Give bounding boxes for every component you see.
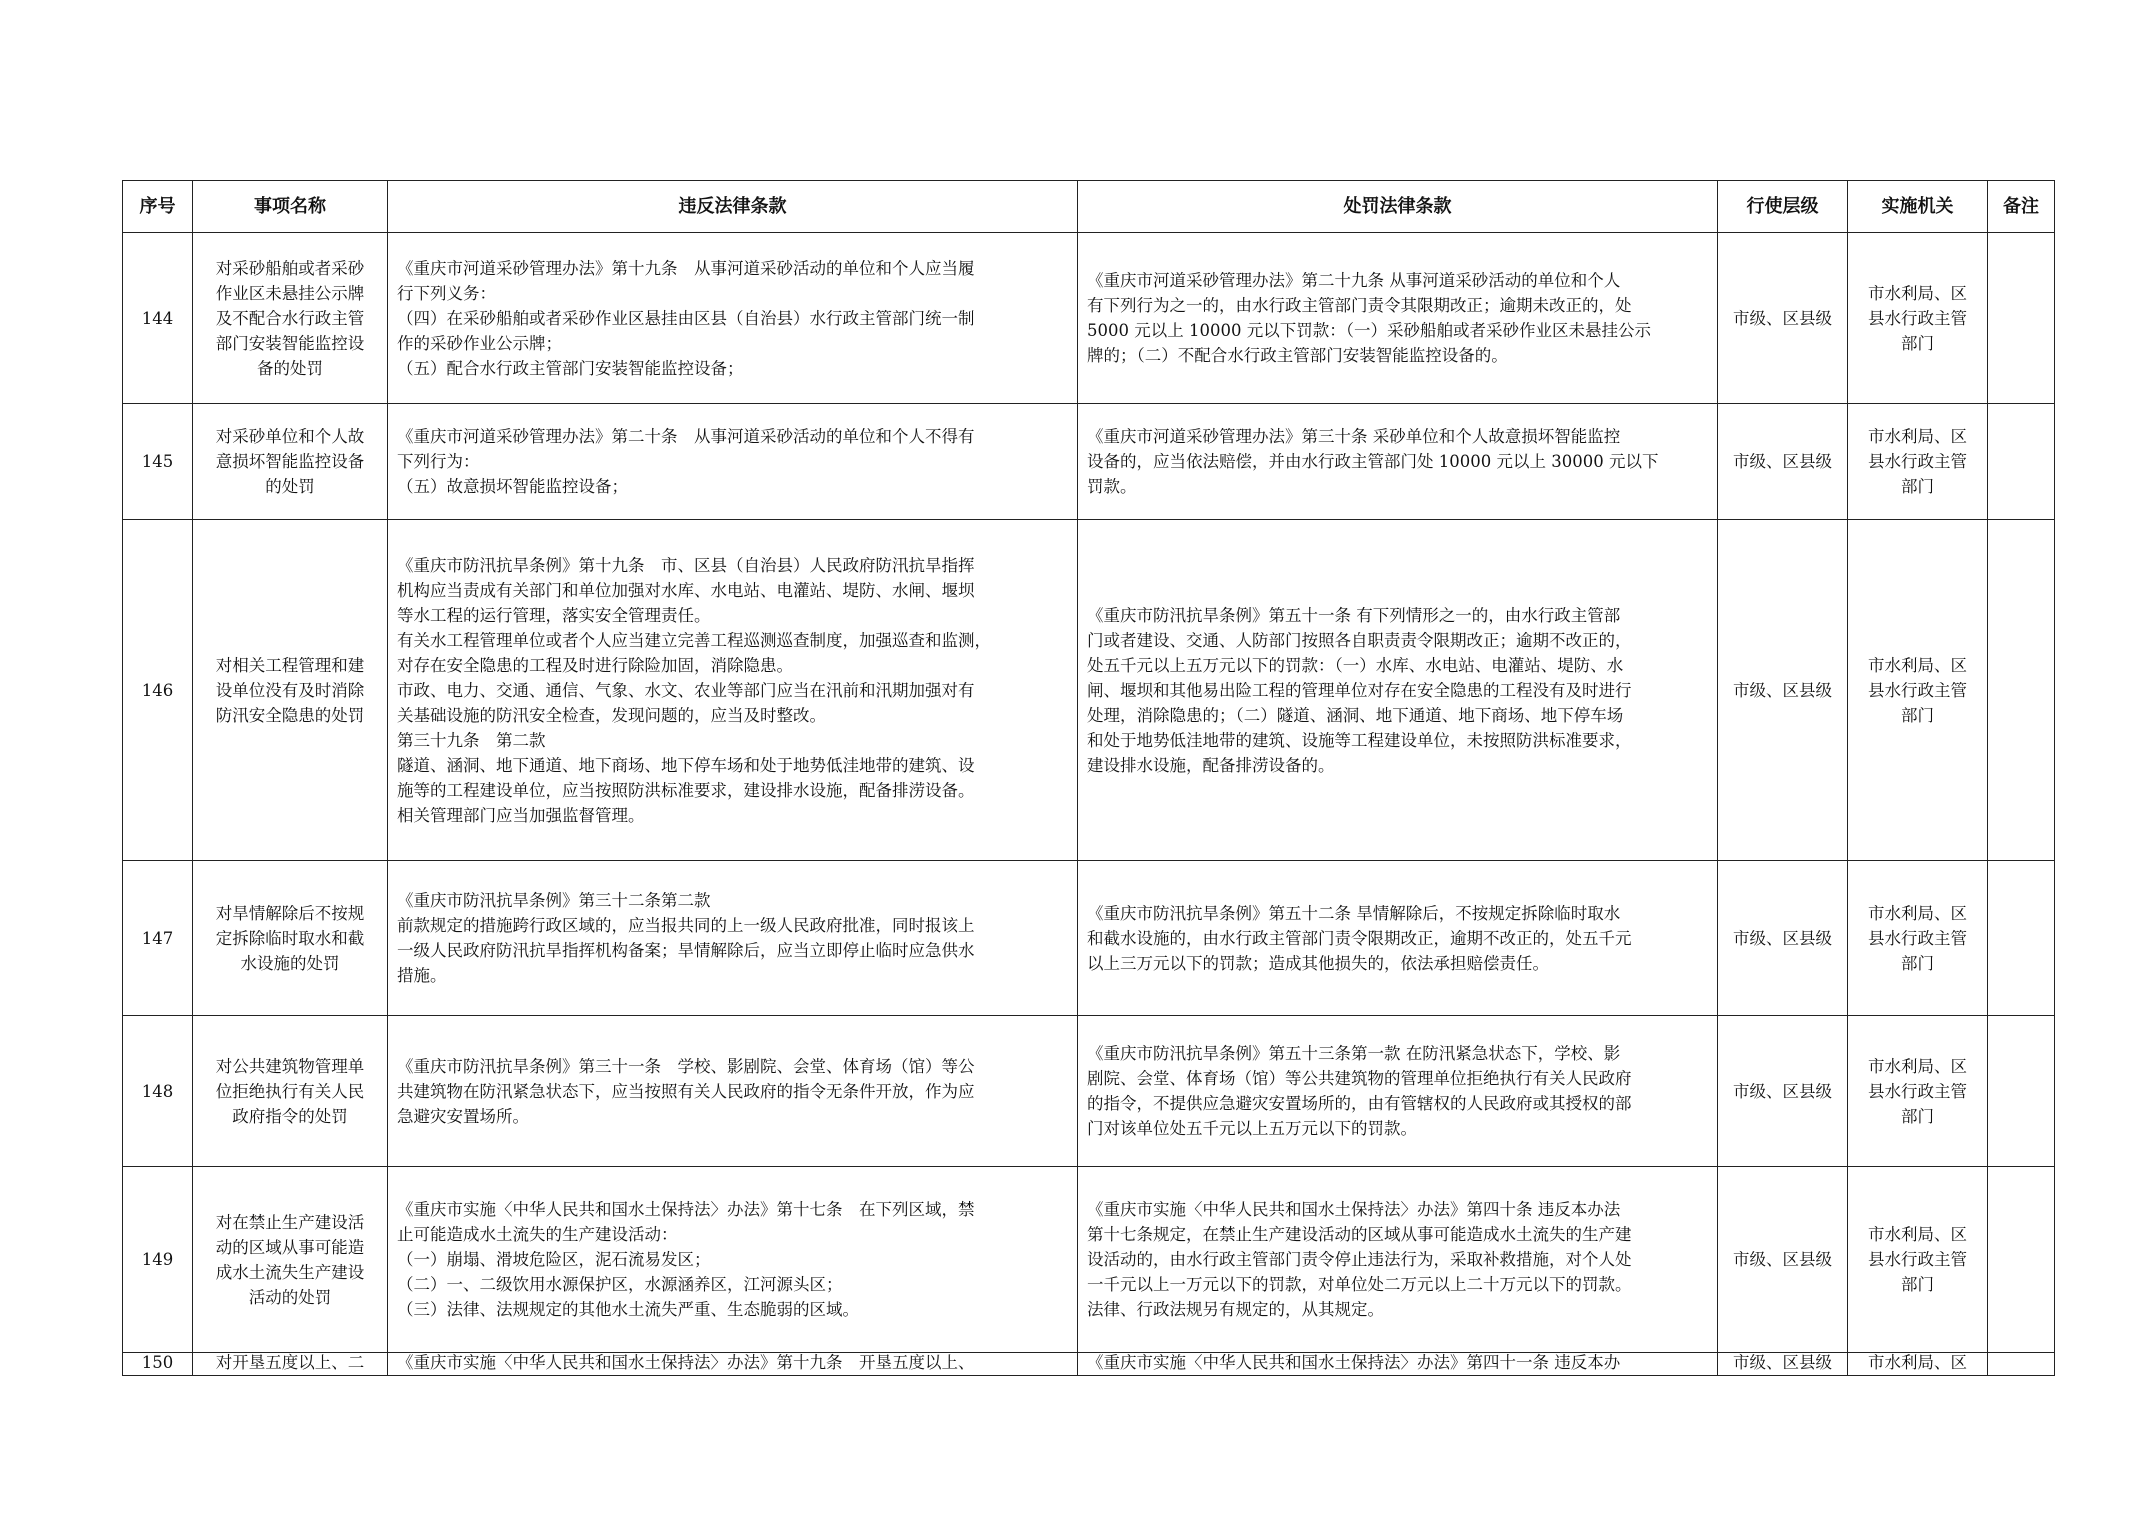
penalty-items-table: [122, 180, 2055, 1376]
cell-penalty-clause-line: 《重庆市河道采砂管理办法》第三十条 采砂单位和个人故意损坏智能监控: [1087, 427, 1621, 446]
cell-item-name-line: 防汛安全隐患的处罚: [215, 705, 365, 725]
cell-no-text: 150: [141, 1353, 174, 1372]
cell-item-name: [193, 520, 388, 861]
cell-violation-clause: [388, 233, 1078, 404]
cell-item-name-line: 对公共建筑物管理单: [215, 1056, 365, 1076]
cell-violation-clause: [388, 861, 1078, 1016]
cell-implementing-agency-line: 部门: [1901, 1106, 1934, 1126]
cell-item-name-line: 部门安装智能监控设: [215, 333, 365, 353]
cell-violation-clause-line: 下列行为：: [397, 452, 480, 471]
table-row: [123, 1016, 2055, 1167]
cell-penalty-clause-line: 建设排水设施，配备排涝设备的。: [1087, 755, 1335, 775]
header-implementing-agency: 实施机关: [1848, 181, 1988, 233]
cell-penalty-clause-line: 的指令，不提供应急避灾安置场所的，由有管辖权的人民政府或其授权的部: [1087, 1094, 1632, 1113]
cell-exercise-level: [1718, 233, 1848, 404]
cell-implementing-agency-line: 市水利局、区: [1868, 903, 1967, 923]
cell-penalty-clause-line: 牌的；（二）不配合水行政主管部门安装智能监控设备的。: [1087, 346, 1508, 365]
cell-penalty-clause-line: 以上三万元以下的罚款；造成其他损失的，依法承担赔偿责任。: [1087, 953, 1549, 973]
cell-item-name-line: 活动的处罚: [248, 1287, 332, 1307]
cell-penalty-clause-line: 设备的，应当依法赔偿，并由水行政主管部门处 10000 元以上 30000 元以下: [1087, 452, 1659, 471]
cell-violation-clause-line: 对存在安全隐患的工程及时进行除险加固，消除隐患。: [397, 655, 793, 675]
cell-no-text: 146: [141, 680, 174, 700]
cell-penalty-clause-line: 《重庆市实施〈中华人民共和国水土保持法〉办法》第四十一条 违反本办: [1087, 1353, 1621, 1372]
cell-exercise-level-text: 市级、区县级: [1733, 452, 1832, 471]
cell-implementing-agency-line: 县水行政主管: [1868, 1250, 1967, 1269]
cell-item-name: [193, 1016, 388, 1167]
cell-penalty-clause: [1078, 1353, 1718, 1376]
cell-implementing-agency: [1848, 1353, 1988, 1376]
cell-exercise-level-text: 市级、区县级: [1733, 1081, 1832, 1101]
cell-penalty-clause-line: 门或者建设、交通、人防部门按照各自职责责令限期改正；逾期不改正的，: [1087, 630, 1632, 650]
cell-penalty-clause-line: 5000 元以上 10000 元以下罚款：（一）采砂船舶或者采砂作业区未悬挂公示: [1087, 321, 1651, 340]
cell-exercise-level: [1718, 1353, 1848, 1376]
cell-penalty-clause-line: 《重庆市防汛抗旱条例》第五十三条第一款 在防汛紧急状态下，学校、影: [1087, 1044, 1621, 1063]
cell-penalty-clause: [1078, 404, 1718, 520]
cell-penalty-clause-line: 第十七条规定，在禁止生产建设活动的区域从事可能造成水土流失的生产建: [1087, 1225, 1632, 1244]
cell-implementing-agency-line: 县水行政主管: [1868, 680, 1967, 700]
cell-violation-clause-line: 关基础设施的防汛安全检查，发现问题的，应当及时整改。: [397, 705, 826, 725]
cell-violation-clause-line: 急避灾安置场所。: [397, 1106, 529, 1126]
cell-exercise-level: [1718, 861, 1848, 1016]
cell-exercise-level-text: 市级、区县级: [1733, 1353, 1832, 1372]
cell-violation-clause-line: （五）故意损坏智能监控设备；: [397, 477, 628, 496]
cell-implementing-agency-line: 市水利局、区: [1868, 655, 1967, 675]
cell-remarks: [1988, 233, 2055, 404]
cell-remarks: [1988, 1353, 2055, 1376]
cell-no: [123, 233, 193, 404]
cell-violation-clause: [388, 1353, 1078, 1376]
cell-exercise-level: [1718, 1016, 1848, 1167]
cell-implementing-agency-line: 县水行政主管: [1868, 308, 1967, 328]
cell-violation-clause: [388, 1167, 1078, 1353]
cell-no: [123, 520, 193, 861]
cell-implementing-agency: [1848, 1016, 1988, 1167]
cell-penalty-clause-line: 和截水设施的，由水行政主管部门责令限期改正，逾期不改正的，处五千元: [1087, 928, 1632, 948]
cell-exercise-level: [1718, 520, 1848, 861]
cell-remarks: [1988, 1167, 2055, 1353]
cell-penalty-clause-line: 处理，消除隐患的；（二）隧道、涵洞、地下通道、地下商场、地下停车场: [1087, 705, 1624, 725]
cell-item-name: [193, 861, 388, 1016]
cell-penalty-clause-line: 《重庆市河道采砂管理办法》第二十九条 从事河道采砂活动的单位和个人: [1087, 271, 1621, 290]
cell-violation-clause-line: 相关管理部门应当加强监督管理。: [397, 805, 645, 825]
cell-item-name-line: 备的处罚: [257, 358, 323, 378]
cell-penalty-clause: [1078, 1167, 1718, 1353]
cell-exercise-level-text: 市级、区县级: [1733, 928, 1832, 948]
header-violation-clause: 违反法律条款: [388, 181, 1078, 233]
cell-violation-clause-line: 行下列义务：: [397, 283, 496, 303]
cell-item-name-line: 定拆除临时取水和截: [215, 928, 365, 948]
cell-exercise-level-text: 市级、区县级: [1733, 1250, 1832, 1269]
cell-no-text: 148: [141, 1081, 174, 1101]
cell-violation-clause-line: 机构应当责成有关部门和单位加强对水库、水电站、电灌站、堤防、水闸、堰坝: [397, 580, 975, 600]
cell-violation-clause-line: 施等的工程建设单位，应当按照防洪标准要求，建设排水设施，配备排涝设备。: [397, 780, 975, 800]
cell-item-name-line: 设单位没有及时消除: [215, 680, 365, 700]
cell-penalty-clause: [1078, 861, 1718, 1016]
cell-item-name-line: 对采砂单位和个人故: [215, 427, 365, 446]
cell-remarks: [1988, 1016, 2055, 1167]
cell-violation-clause-line: 《重庆市防汛抗旱条例》第十九条 市、区县（自治县）人民政府防汛抗旱指挥: [397, 555, 975, 575]
cell-implementing-agency-line: 市水利局、区: [1868, 1225, 1967, 1244]
cell-item-name: [193, 233, 388, 404]
cell-item-name-line: 对采砂船舶或者采砂: [215, 258, 365, 278]
cell-item-name: [193, 1353, 388, 1376]
cell-item-name-line: 对相关工程管理和建: [215, 655, 365, 675]
cell-remarks: [1988, 404, 2055, 520]
cell-exercise-level-text: 市级、区县级: [1733, 308, 1832, 328]
cell-implementing-agency-line: 县水行政主管: [1868, 452, 1967, 471]
cell-item-name-line: 作业区未悬挂公示牌: [215, 283, 365, 303]
cell-violation-clause-line: （一）崩塌、滑坡危险区，泥石流易发区；: [397, 1250, 711, 1269]
cell-item-name-line: 位拒绝执行有关人民: [215, 1081, 365, 1101]
table-header-row: [123, 181, 2055, 233]
cell-violation-clause-line: 《重庆市实施〈中华人民共和国水土保持法〉办法》第十九条 开垦五度以上、: [397, 1353, 975, 1372]
cell-penalty-clause-line: 有下列行为之一的，由水行政主管部门责令其限期改正；逾期未改正的，处: [1087, 296, 1632, 315]
cell-violation-clause-line: （五）配合水行政主管部门安装智能监控设备；: [397, 358, 744, 378]
cell-exercise-level: [1718, 404, 1848, 520]
cell-violation-clause: [388, 404, 1078, 520]
cell-violation-clause-line: 一级人民政府防汛抗旱指挥机构备案；旱情解除后，应当立即停止临时应急供水: [397, 941, 975, 960]
cell-no: [123, 1167, 193, 1353]
cell-implementing-agency-line: 市水利局、区: [1868, 1353, 1967, 1372]
cell-implementing-agency-line: 市水利局、区: [1868, 427, 1967, 446]
cell-item-name-line: 意损坏智能监控设备: [215, 452, 365, 471]
header-item-name: 事项名称: [193, 181, 388, 233]
cell-implementing-agency-line: 市水利局、区: [1868, 283, 1967, 303]
cell-implementing-agency: [1848, 1167, 1988, 1353]
cell-violation-clause-line: 措施。: [397, 966, 447, 985]
cell-violation-clause-line: （三）法律、法规规定的其他水土流失严重、生态脆弱的区域。: [397, 1300, 859, 1319]
cell-item-name-line: 成水土流失生产建设: [215, 1262, 365, 1282]
table-row: [123, 520, 2055, 861]
cell-penalty-clause-line: 《重庆市防汛抗旱条例》第五十二条 旱情解除后，不按规定拆除临时取水: [1087, 903, 1621, 923]
cell-penalty-clause-line: 门对该单位处五千元以上五万元以下的罚款。: [1087, 1119, 1417, 1138]
cell-penalty-clause-line: 法律、行政法规另有规定的，从其规定。: [1087, 1300, 1384, 1319]
cell-implementing-agency-line: 市水利局、区: [1868, 1056, 1967, 1076]
table-body: [123, 233, 2055, 1376]
cell-implementing-agency-line: 部门: [1901, 477, 1934, 496]
cell-exercise-level-text: 市级、区县级: [1733, 680, 1832, 700]
cell-implementing-agency-line: 县水行政主管: [1868, 1081, 1967, 1101]
header-no: 序号: [123, 181, 193, 233]
cell-violation-clause-line: 《重庆市防汛抗旱条例》第三十二条第二款: [397, 891, 711, 910]
cell-item-name-line: 及不配合水行政主管: [215, 308, 365, 328]
table-row: [123, 233, 2055, 404]
cell-no-text: 149: [141, 1250, 174, 1269]
cell-remarks: [1988, 520, 2055, 861]
cell-no-text: 147: [141, 928, 174, 948]
cell-implementing-agency-line: 部门: [1901, 953, 1934, 973]
cell-penalty-clause-line: 处五千元以上五万元以下的罚款：（一）水库、水电站、电灌站、堤防、水: [1087, 655, 1624, 675]
cell-penalty-clause-line: 《重庆市防汛抗旱条例》第五十一条 有下列情形之一的，由水行政主管部: [1087, 605, 1621, 625]
cell-violation-clause-line: 隧道、涵洞、地下通道、地下商场、地下停车场和处于地势低洼地带的建筑、设: [397, 755, 975, 775]
cell-violation-clause-line: 《重庆市实施〈中华人民共和国水土保持法〉办法》第十七条 在下列区域，禁: [397, 1200, 975, 1219]
cell-violation-clause-line: 止可能造成水土流失的生产建设活动：: [397, 1225, 678, 1244]
cell-item-name-line: 动的区域从事可能造: [215, 1237, 365, 1257]
cell-penalty-clause: [1078, 1016, 1718, 1167]
cell-violation-clause-line: 有关水工程管理单位或者个人应当建立完善工程巡测巡查制度，加强巡查和监测，: [397, 630, 991, 650]
cell-implementing-agency: [1848, 404, 1988, 520]
header-exercise-level: 行使层级: [1718, 181, 1848, 233]
cell-violation-clause-line: 等水工程的运行管理，落实安全管理责任。: [397, 605, 711, 625]
table-row: [123, 1167, 2055, 1353]
cell-violation-clause-line: 前款规定的措施跨行政区域的，应当报共同的上一级人民政府批准，同时报该上: [397, 916, 975, 935]
cell-implementing-agency: [1848, 861, 1988, 1016]
cell-item-name-line: 政府指令的处罚: [232, 1106, 348, 1126]
cell-violation-clause-line: 第三十九条 第二款: [397, 730, 546, 750]
cell-item-name-line: 对在禁止生产建设活: [215, 1212, 365, 1232]
table-row: [123, 404, 2055, 520]
cell-no: [123, 861, 193, 1016]
cell-violation-clause: [388, 1016, 1078, 1167]
cell-penalty-clause: [1078, 233, 1718, 404]
cell-item-name: [193, 1167, 388, 1353]
cell-violation-clause-line: 市政、电力、交通、通信、气象、水文、农业等部门应当在汛前和汛期加强对有: [397, 680, 975, 700]
cell-implementing-agency-line: 部门: [1901, 705, 1934, 725]
cell-implementing-agency-line: 部门: [1901, 333, 1934, 353]
cell-implementing-agency: [1848, 520, 1988, 861]
cell-penalty-clause-line: 和处于地势低洼地带的建筑、设施等工程建设单位，未按照防洪标准要求，: [1087, 730, 1632, 750]
cell-violation-clause-line: 《重庆市防汛抗旱条例》第三十一条 学校、影剧院、会堂、体育场（馆）等公: [397, 1056, 975, 1076]
cell-no-text: 144: [141, 308, 174, 328]
header-penalty-clause: 处罚法律条款: [1078, 181, 1718, 233]
cell-implementing-agency-line: 部门: [1901, 1275, 1934, 1294]
cell-penalty-clause-line: 罚款。: [1087, 477, 1137, 496]
cell-violation-clause-line: （二）一、二级饮用水源保护区，水源涵养区，江河源头区；: [397, 1275, 843, 1294]
table-row: [123, 861, 2055, 1016]
cell-violation-clause-line: 《重庆市河道采砂管理办法》第十九条 从事河道采砂活动的单位和个人应当履: [397, 258, 975, 278]
cell-item-name-line: 的处罚: [265, 477, 315, 496]
cell-no: [123, 1016, 193, 1167]
header-remarks: 备注: [1988, 181, 2055, 233]
cell-penalty-clause-line: 闸、堰坝和其他易出险工程的管理单位对存在安全隐患的工程没有及时进行: [1087, 680, 1632, 700]
cell-penalty-clause-line: 一千元以上一万元以下的罚款，对单位处二万元以上二十万元以下的罚款。: [1087, 1275, 1632, 1294]
cell-violation-clause-line: 共建筑物在防汛紧急状态下，应当按照有关人民政府的指令无条件开放，作为应: [397, 1081, 975, 1101]
cell-exercise-level: [1718, 1167, 1848, 1353]
cell-item-name-line: 对开垦五度以上、二: [215, 1353, 365, 1372]
cell-remarks: [1988, 861, 2055, 1016]
cell-no: [123, 1353, 193, 1376]
cell-no: [123, 404, 193, 520]
cell-violation-clause: [388, 520, 1078, 861]
table-row: [123, 1353, 2055, 1376]
cell-violation-clause-line: 《重庆市河道采砂管理办法》第二十条 从事河道采砂活动的单位和个人不得有: [397, 427, 975, 446]
cell-penalty-clause-line: 设活动的，由水行政主管部门责令停止违法行为，采取补救措施，对个人处: [1087, 1250, 1632, 1269]
cell-penalty-clause-line: 剧院、会堂、体育场（馆）等公共建筑物的管理单位拒绝执行有关人民政府: [1087, 1069, 1632, 1088]
cell-penalty-clause-line: 《重庆市实施〈中华人民共和国水土保持法〉办法》第四十条 违反本办法: [1087, 1200, 1621, 1219]
cell-penalty-clause: [1078, 520, 1718, 861]
cell-item-name: [193, 404, 388, 520]
cell-violation-clause-line: 作的采砂作业公示牌；: [397, 333, 562, 353]
cell-implementing-agency: [1848, 233, 1988, 404]
cell-violation-clause-line: （四）在采砂船舶或者采砂作业区悬挂由区县（自治县）水行政主管部门统一制: [397, 308, 975, 328]
cell-implementing-agency-line: 县水行政主管: [1868, 928, 1967, 948]
cell-no-text: 145: [141, 452, 174, 471]
cell-item-name-line: 对旱情解除后不按规: [215, 903, 365, 923]
cell-item-name-line: 水设施的处罚: [240, 953, 340, 973]
